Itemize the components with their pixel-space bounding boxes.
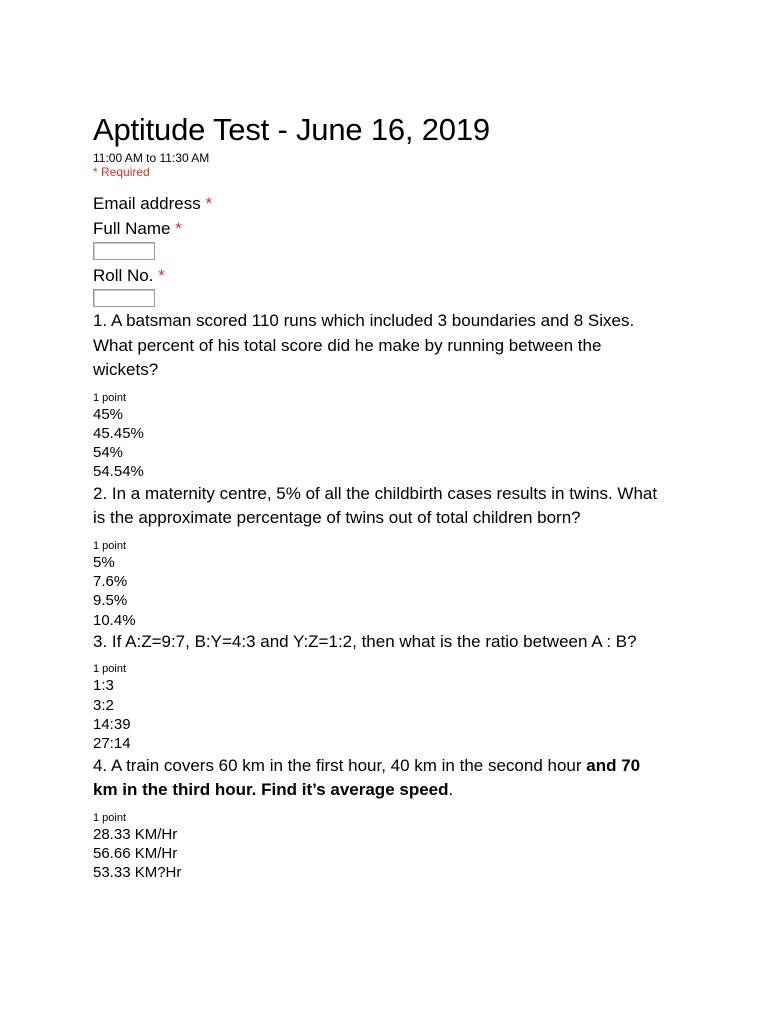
answer-option[interactable]: 53.33 KM?Hr xyxy=(93,864,182,882)
answer-option[interactable]: 28.33 KM/Hr xyxy=(93,825,178,843)
fullname-field-label xyxy=(93,216,693,241)
email-label-text: Email address xyxy=(93,194,201,213)
required-star: * xyxy=(205,194,213,213)
question-text-part: 4. A train covers 60 km in the first hour, 40 km in the second hour xyxy=(93,755,587,775)
question-points: 1 point xyxy=(93,663,127,676)
question-text-part: . xyxy=(448,780,454,800)
answer-option[interactable]: 10.4% xyxy=(93,611,136,629)
answer-option[interactable]: 7.6% xyxy=(93,572,128,590)
required-star: * xyxy=(158,266,165,285)
question-3 xyxy=(93,630,693,754)
required-star: * xyxy=(175,219,182,238)
question-4 xyxy=(93,754,693,883)
answer-option[interactable]: 3:2 xyxy=(93,696,114,714)
answer-option[interactable]: 45.45% xyxy=(93,424,144,442)
rollno-input[interactable] xyxy=(93,289,155,307)
answer-option[interactable]: 14:39 xyxy=(93,715,131,733)
question-points: 1 point xyxy=(93,811,127,824)
answer-option[interactable]: 5% xyxy=(93,553,115,571)
form-title: Aptitude Test - June 16, 2019 xyxy=(93,112,490,147)
question-text: 1. A batsman scored 110 runs which included 3 boundaries and 8 Sixes. What percent of his total score did he make by running between the wickets? xyxy=(93,311,635,379)
answer-option[interactable]: 1:3 xyxy=(93,677,114,695)
question-text-bold-part: and 70 km in the third hour. Find it’s average speed xyxy=(93,755,641,800)
answer-option[interactable]: 54% xyxy=(93,444,124,462)
answer-option[interactable]: 27:14 xyxy=(93,735,131,753)
form-page xyxy=(93,112,693,882)
answer-option[interactable]: 56.66 KM/Hr xyxy=(93,844,178,862)
question-text xyxy=(93,754,668,803)
question-1 xyxy=(93,309,693,482)
rollno-label-text: Roll No. xyxy=(93,266,154,285)
fullname-label-text: Full Name xyxy=(93,219,171,238)
question-2 xyxy=(93,482,693,630)
answer-option[interactable]: 9.5% xyxy=(93,592,128,610)
question-text: 2. In a maternity centre, 5% of all the childbirth cases results in twins. What is the approximate percentage of twins out of total children born? xyxy=(93,483,658,528)
fullname-input[interactable] xyxy=(93,242,155,260)
form-time: 11:00 AM to 11:30 AM xyxy=(93,151,210,165)
rollno-field-label xyxy=(93,263,693,288)
email-field-label xyxy=(93,191,693,216)
answer-option[interactable]: 45% xyxy=(93,405,124,423)
question-points: 1 point xyxy=(93,391,127,404)
question-points: 1 point xyxy=(93,539,127,552)
answer-option[interactable]: 54.54% xyxy=(93,463,144,481)
required-note: * Required xyxy=(93,165,150,179)
question-text: 3. If A:Z=9:7, B:Y=4:3 and Y:Z=1:2, then what is the ratio between A : B? xyxy=(93,631,637,651)
